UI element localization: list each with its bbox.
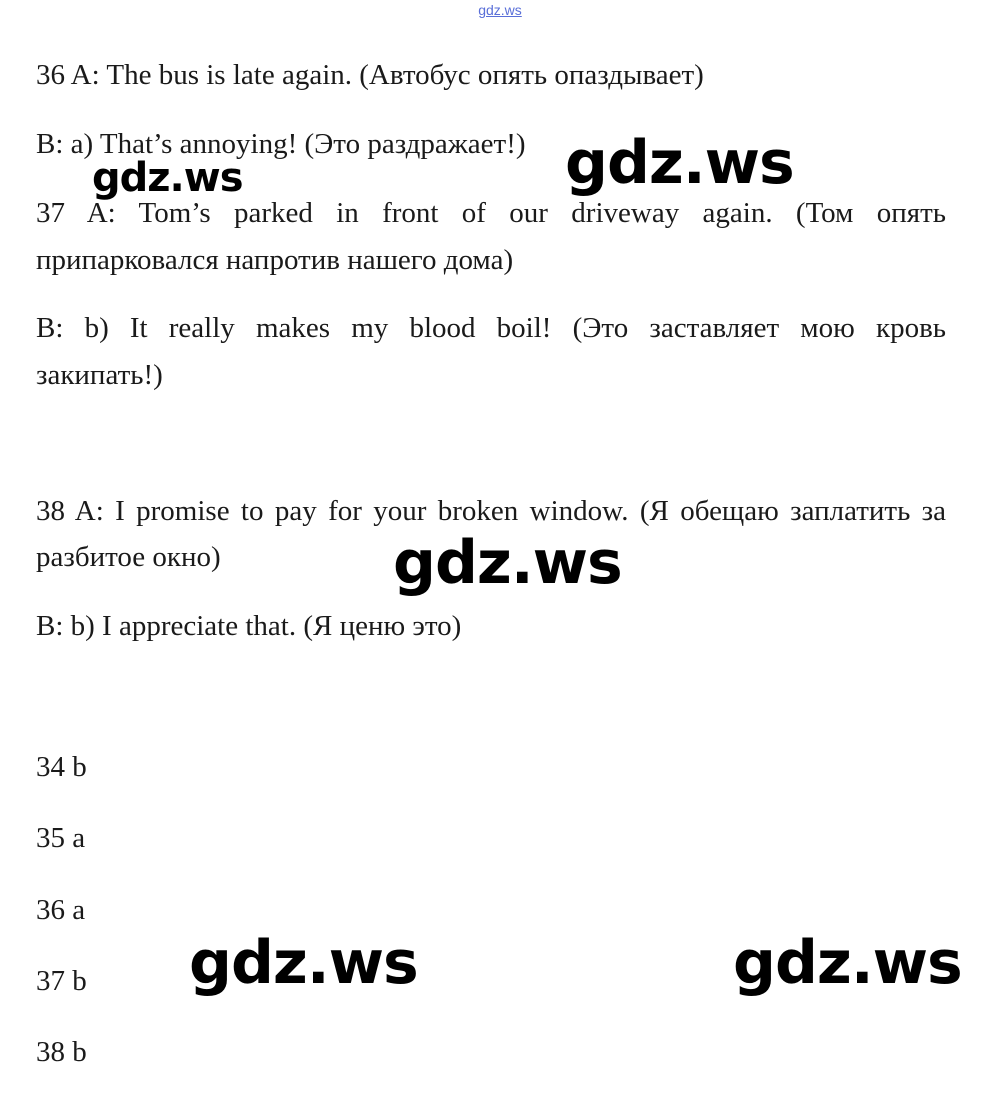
watermark: gdz.ws (189, 928, 418, 998)
answer-37: 37 b (36, 965, 87, 997)
dialogue-37-b-line-1: B: b) It really makes my blood boil! (Это заставляет мою кровь (36, 312, 946, 344)
answer-36: 36 a (36, 894, 86, 926)
dialogue-36-b: B: a) That’s annoying! (Это раздражает!) (36, 128, 526, 160)
dialogue-38-a-line-1: 38 A: I promise to pay for your broken window. (Я обещаю заплатить за (36, 495, 946, 527)
dialogue-37-a-line-1: 37 A: Tom’s parked in front of our driveway again. (Том опять (36, 197, 946, 229)
site-link[interactable]: gdz.ws (478, 2, 522, 18)
answer-38: 38 b (36, 1036, 87, 1068)
watermark: gdz.ws (565, 128, 794, 198)
watermark: gdz.ws (393, 528, 622, 598)
dialogue-36-a: 36 A: The bus is late again. (Автобус опять опаздывает) (36, 59, 704, 91)
dialogue-38-b: B: b) I appreciate that. (Я ценю это) (36, 610, 462, 642)
answer-34: 34 b (36, 751, 87, 783)
watermark: gdz.ws (92, 155, 243, 201)
dialogue-37-a-line-2: припарковался напротив нашего дома) (36, 244, 514, 276)
dialogue-38-a-line-2: разбитое окно) (36, 541, 221, 573)
watermark: gdz.ws (733, 928, 962, 998)
dialogue-37-b-line-2: закипать!) (36, 359, 163, 391)
answer-35: 35 a (36, 822, 86, 854)
